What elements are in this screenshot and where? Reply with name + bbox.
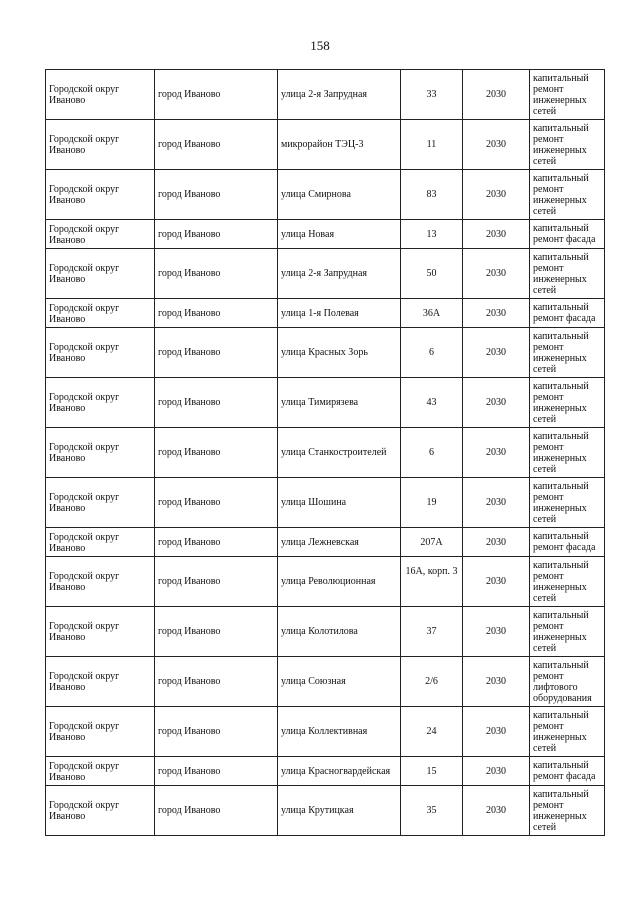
street-cell: улица Лежневская xyxy=(278,528,401,557)
okrug-cell: Городской округ Иваново xyxy=(46,299,155,328)
table-row xyxy=(46,249,605,299)
house-number-cell: 2/6 xyxy=(401,657,463,707)
okrug-cell: Городской округ Иваново xyxy=(46,428,155,478)
table-row xyxy=(46,120,605,170)
work-type-cell: капитальный ремонт инженерных сетей xyxy=(530,378,605,428)
house-number-cell: 35 xyxy=(401,786,463,836)
house-number-cell: 50 xyxy=(401,249,463,299)
okrug-cell: Городской округ Иваново xyxy=(46,120,155,170)
year-cell: 2030 xyxy=(463,170,530,220)
okrug-cell: Городской округ Иваново xyxy=(46,557,155,607)
year-cell: 2030 xyxy=(463,328,530,378)
work-type-cell: капитальный ремонт фасада xyxy=(530,220,605,249)
work-type-cell: капитальный ремонт инженерных сетей xyxy=(530,607,605,657)
page-number: 158 xyxy=(310,38,330,53)
table-row xyxy=(46,328,605,378)
street-cell: микрорайон ТЭЦ-3 xyxy=(278,120,401,170)
street-cell: улица Союзная xyxy=(278,657,401,707)
work-type-cell: капитальный ремонт инженерных сетей xyxy=(530,478,605,528)
city-cell: город Иваново xyxy=(155,170,278,220)
house-number-cell: 207А xyxy=(401,528,463,557)
table-row xyxy=(46,428,605,478)
work-type-cell: капитальный ремонт инженерных сетей xyxy=(530,70,605,120)
house-number-cell: 36А xyxy=(401,299,463,328)
city-cell: город Иваново xyxy=(155,328,278,378)
table-row xyxy=(46,170,605,220)
work-type-cell: капитальный ремонт инженерных сетей xyxy=(530,428,605,478)
table-row xyxy=(46,786,605,836)
work-type-cell: капитальный ремонт инженерных сетей xyxy=(530,249,605,299)
city-cell: город Иваново xyxy=(155,120,278,170)
okrug-cell: Городской округ Иваново xyxy=(46,478,155,528)
house-number-cell: 24 xyxy=(401,707,463,757)
okrug-cell: Городской округ Иваново xyxy=(46,657,155,707)
house-number-cell: 6 xyxy=(401,328,463,378)
street-cell: улица Революционная xyxy=(278,557,401,607)
city-cell: город Иваново xyxy=(155,757,278,786)
work-type-cell: капитальный ремонт лифтового оборудования xyxy=(530,657,605,707)
housing-repair-table xyxy=(45,69,605,836)
house-number-cell: 6 xyxy=(401,428,463,478)
street-cell: улица Тимирязева xyxy=(278,378,401,428)
work-type-cell: капитальный ремонт инженерных сетей xyxy=(530,786,605,836)
table-row xyxy=(46,70,605,120)
house-number-cell: 83 xyxy=(401,170,463,220)
okrug-cell: Городской округ Иваново xyxy=(46,70,155,120)
year-cell: 2030 xyxy=(463,786,530,836)
city-cell: город Иваново xyxy=(155,299,278,328)
work-type-cell: капитальный ремонт фасада xyxy=(530,528,605,557)
table-row xyxy=(46,220,605,249)
table-body xyxy=(46,70,605,836)
city-cell: город Иваново xyxy=(155,378,278,428)
year-cell: 2030 xyxy=(463,70,530,120)
table-row xyxy=(46,378,605,428)
okrug-cell: Городской округ Иваново xyxy=(46,249,155,299)
city-cell: город Иваново xyxy=(155,249,278,299)
house-number-cell: 15 xyxy=(401,757,463,786)
okrug-cell: Городской округ Иваново xyxy=(46,607,155,657)
year-cell: 2030 xyxy=(463,378,530,428)
city-cell: город Иваново xyxy=(155,786,278,836)
work-type-cell: капитальный ремонт фасада xyxy=(530,299,605,328)
okrug-cell: Городской округ Иваново xyxy=(46,170,155,220)
work-type-cell: капитальный ремонт инженерных сетей xyxy=(530,170,605,220)
street-cell: улица Смирнова xyxy=(278,170,401,220)
city-cell: город Иваново xyxy=(155,70,278,120)
city-cell: город Иваново xyxy=(155,707,278,757)
work-type-cell: капитальный ремонт инженерных сетей xyxy=(530,707,605,757)
table-row xyxy=(46,478,605,528)
table-row xyxy=(46,299,605,328)
street-cell: улица 2-я Запрудная xyxy=(278,249,401,299)
table-row xyxy=(46,657,605,707)
table-row xyxy=(46,707,605,757)
year-cell: 2030 xyxy=(463,557,530,607)
street-cell: улица Красногвардейская xyxy=(278,757,401,786)
street-cell: улица Красных Зорь xyxy=(278,328,401,378)
okrug-cell: Городской округ Иваново xyxy=(46,757,155,786)
city-cell: город Иваново xyxy=(155,220,278,249)
year-cell: 2030 xyxy=(463,657,530,707)
okrug-cell: Городской округ Иваново xyxy=(46,328,155,378)
work-type-cell: капитальный ремонт инженерных сетей xyxy=(530,328,605,378)
year-cell: 2030 xyxy=(463,299,530,328)
table-row xyxy=(46,757,605,786)
city-cell: город Иваново xyxy=(155,557,278,607)
year-cell: 2030 xyxy=(463,220,530,249)
house-number-cell: 16А, корп. 3 xyxy=(401,557,463,607)
city-cell: город Иваново xyxy=(155,657,278,707)
year-cell: 2030 xyxy=(463,249,530,299)
year-cell: 2030 xyxy=(463,428,530,478)
street-cell: улица 1-я Полевая xyxy=(278,299,401,328)
table-row xyxy=(46,528,605,557)
year-cell: 2030 xyxy=(463,757,530,786)
city-cell: город Иваново xyxy=(155,428,278,478)
city-cell: город Иваново xyxy=(155,528,278,557)
house-number-cell: 19 xyxy=(401,478,463,528)
okrug-cell: Городской округ Иваново xyxy=(46,707,155,757)
year-cell: 2030 xyxy=(463,478,530,528)
year-cell: 2030 xyxy=(463,607,530,657)
work-type-cell: капитальный ремонт инженерных сетей xyxy=(530,557,605,607)
street-cell: улица 2-я Запрудная xyxy=(278,70,401,120)
house-number-cell: 37 xyxy=(401,607,463,657)
house-number-cell: 33 xyxy=(401,70,463,120)
city-cell: город Иваново xyxy=(155,478,278,528)
street-cell: улица Новая xyxy=(278,220,401,249)
year-cell: 2030 xyxy=(463,707,530,757)
street-cell: улица Крутицкая xyxy=(278,786,401,836)
okrug-cell: Городской округ Иваново xyxy=(46,378,155,428)
work-type-cell: капитальный ремонт инженерных сетей xyxy=(530,120,605,170)
table-row xyxy=(46,557,605,607)
year-cell: 2030 xyxy=(463,120,530,170)
house-number-cell: 13 xyxy=(401,220,463,249)
okrug-cell: Городской округ Иваново xyxy=(46,528,155,557)
table-row xyxy=(46,607,605,657)
work-type-cell: капитальный ремонт фасада xyxy=(530,757,605,786)
house-number-cell: 43 xyxy=(401,378,463,428)
street-cell: улица Коллективная xyxy=(278,707,401,757)
street-cell: улица Шошина xyxy=(278,478,401,528)
year-cell: 2030 xyxy=(463,528,530,557)
city-cell: город Иваново xyxy=(155,607,278,657)
house-number-cell: 11 xyxy=(401,120,463,170)
okrug-cell: Городской округ Иваново xyxy=(46,220,155,249)
street-cell: улица Станкостроителей xyxy=(278,428,401,478)
okrug-cell: Городской округ Иваново xyxy=(46,786,155,836)
street-cell: улица Колотилова xyxy=(278,607,401,657)
